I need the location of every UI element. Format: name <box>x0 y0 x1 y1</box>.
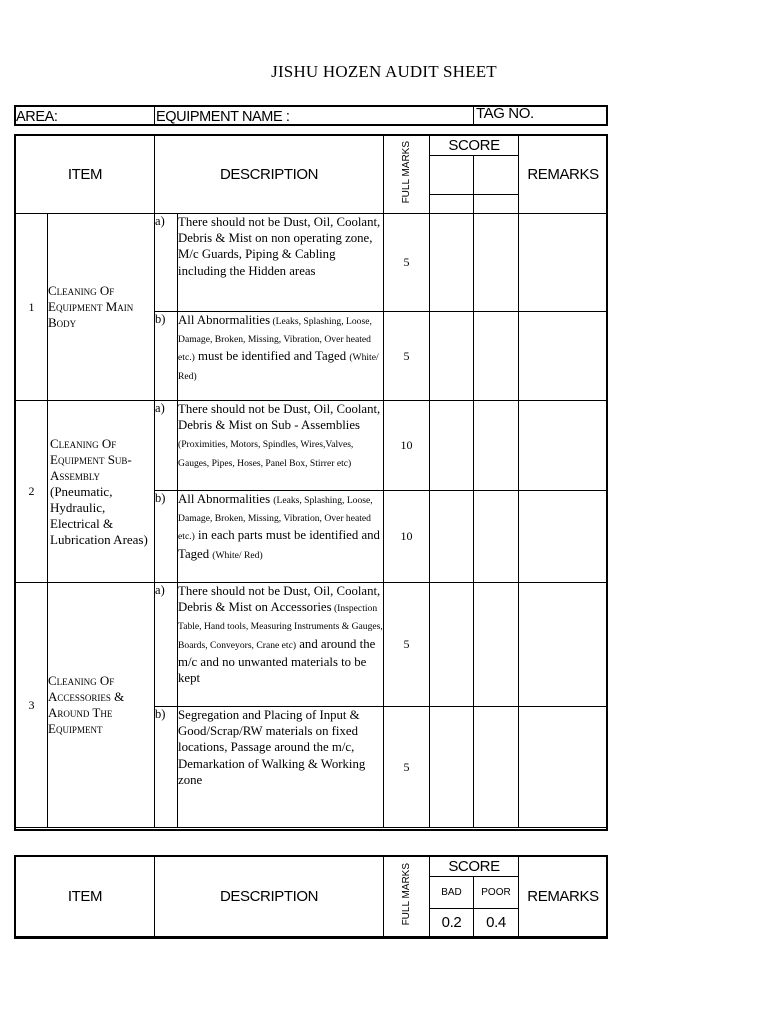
score-cell <box>430 583 474 707</box>
full-marks-header <box>384 857 430 937</box>
equipment-name-label: EQUIPMENT NAME : <box>156 109 290 125</box>
section-title-detail: (Pneumatic, Hydraulic, Electrical & Lubrication Areas) <box>50 483 148 547</box>
score-bad-label: BAD <box>430 877 474 909</box>
section-number: 3 <box>16 583 48 828</box>
row-description <box>178 491 384 583</box>
score-header: SCORE <box>430 857 519 877</box>
score-cell <box>430 312 474 401</box>
row-description <box>178 312 384 401</box>
remarks-cell <box>519 312 608 401</box>
row-description: There should not be Dust, Oil, Coolant, Debris & Mist on non operating zone, M/c Guards, Piping & Cabling including the Hidden areas <box>178 214 384 312</box>
full-marks-label: FULL MARKS <box>401 862 412 926</box>
row-label: b) <box>155 491 178 583</box>
remarks-cell <box>519 707 608 828</box>
section-title: Cleaning Of Equipment Main Body <box>48 214 155 401</box>
score-value-2 <box>474 195 519 214</box>
desc-text: in each parts must be identified and Taged <box>178 528 380 561</box>
score-bad-value: 0.2 <box>430 909 474 937</box>
desc-detail: (Proximities, Motors, Spindles, Wires,Valves, Gauges, Pipes, Hoses, Panel Box, Stirrer etc) <box>178 439 354 469</box>
score-cell <box>474 707 519 828</box>
remarks-cell <box>519 491 608 583</box>
audit-table <box>15 135 608 828</box>
full-marks-value: 5 <box>384 707 430 828</box>
full-marks-value: 10 <box>384 401 430 491</box>
row-label: a) <box>155 583 178 707</box>
row-label: a) <box>155 214 178 312</box>
desc-text: There should not be Dust, Oil, Coolant, Debris & Mist on Sub - Assemblies <box>178 402 381 433</box>
score-cell <box>474 583 519 707</box>
row-description: Segregation and Placing of Input & Good/Scrap/RW materials on fixed locations, Passage around the m/c, Demarkation of Walking & Working zone <box>178 707 384 828</box>
second-header-table <box>15 856 608 937</box>
item-header: ITEM <box>16 857 155 937</box>
desc-text: and around the m/c and no unwanted materials to be kept <box>178 636 376 686</box>
section-title: Cleaning Of Accessories & Around The Equipment <box>48 583 155 828</box>
score-cell <box>474 312 519 401</box>
full-marks-value: 5 <box>384 214 430 312</box>
remarks-header: REMARKS <box>519 857 608 937</box>
score-cell <box>474 214 519 312</box>
desc-text: There should not be Dust, Oil, Coolant, Debris & Mist on Accessories <box>178 584 381 615</box>
row-label: b) <box>155 707 178 828</box>
score-value-1 <box>430 195 474 214</box>
divider <box>154 107 155 124</box>
desc-text: All Abnormalities <box>178 492 274 506</box>
desc-detail: (Leaks, Splashing, Loose, Damage, Broken, Missing, Vibration, Over heated etc.) <box>178 316 372 364</box>
desc-detail: (White/ Red) <box>212 549 263 561</box>
row-description <box>178 583 384 707</box>
row-label: a) <box>155 401 178 491</box>
item-header: ITEM <box>16 136 155 214</box>
score-poor-label: POOR <box>474 877 519 909</box>
score-col-2 <box>474 156 519 195</box>
desc-detail: (White/ Red) <box>178 352 379 382</box>
description-header: DESCRIPTION <box>155 136 384 214</box>
header-bar <box>14 105 608 126</box>
score-cell <box>474 491 519 583</box>
score-poor-value: 0.4 <box>474 909 519 937</box>
score-cell <box>430 214 474 312</box>
score-cell <box>430 401 474 491</box>
desc-text: must be identified and Taged <box>194 349 350 364</box>
row-label: b) <box>155 312 178 401</box>
desc-detail: (Leaks, Splashing, Loose, Damage, Broken, Missing, Vibration, Over heated etc.) <box>178 495 373 543</box>
score-header: SCORE <box>430 136 519 156</box>
score-col-1 <box>430 156 474 195</box>
full-marks-value: 10 <box>384 491 430 583</box>
score-cell <box>474 401 519 491</box>
divider <box>473 107 474 124</box>
tag-no-label: TAG NO. <box>476 105 534 122</box>
remarks-cell <box>519 401 608 491</box>
remarks-header: REMARKS <box>519 136 608 214</box>
description-header: DESCRIPTION <box>155 857 384 937</box>
section-title <box>48 401 155 583</box>
remarks-cell <box>519 214 608 312</box>
score-cell <box>430 707 474 828</box>
full-marks-label: FULL MARKS <box>401 140 413 204</box>
section-number: 1 <box>16 214 48 401</box>
score-cell <box>430 491 474 583</box>
full-marks-value: 5 <box>384 583 430 707</box>
desc-text: All Abnormalities <box>178 313 271 327</box>
full-marks-header <box>384 136 430 214</box>
area-label: AREA: <box>16 109 58 125</box>
full-marks-value: 5 <box>384 312 430 401</box>
section-title-main: Cleaning Of Equipment Sub-Assembly <box>50 435 132 483</box>
sheet-title: JISHU HOZEN AUDIT SHEET <box>271 62 497 81</box>
section-number: 2 <box>16 401 48 583</box>
desc-detail: (Inspection Table, Hand tools, Measuring Instruments & Gauges, Boards, Conveyors, Crane etc) <box>178 603 383 651</box>
remarks-cell <box>519 583 608 707</box>
row-description <box>178 401 384 491</box>
